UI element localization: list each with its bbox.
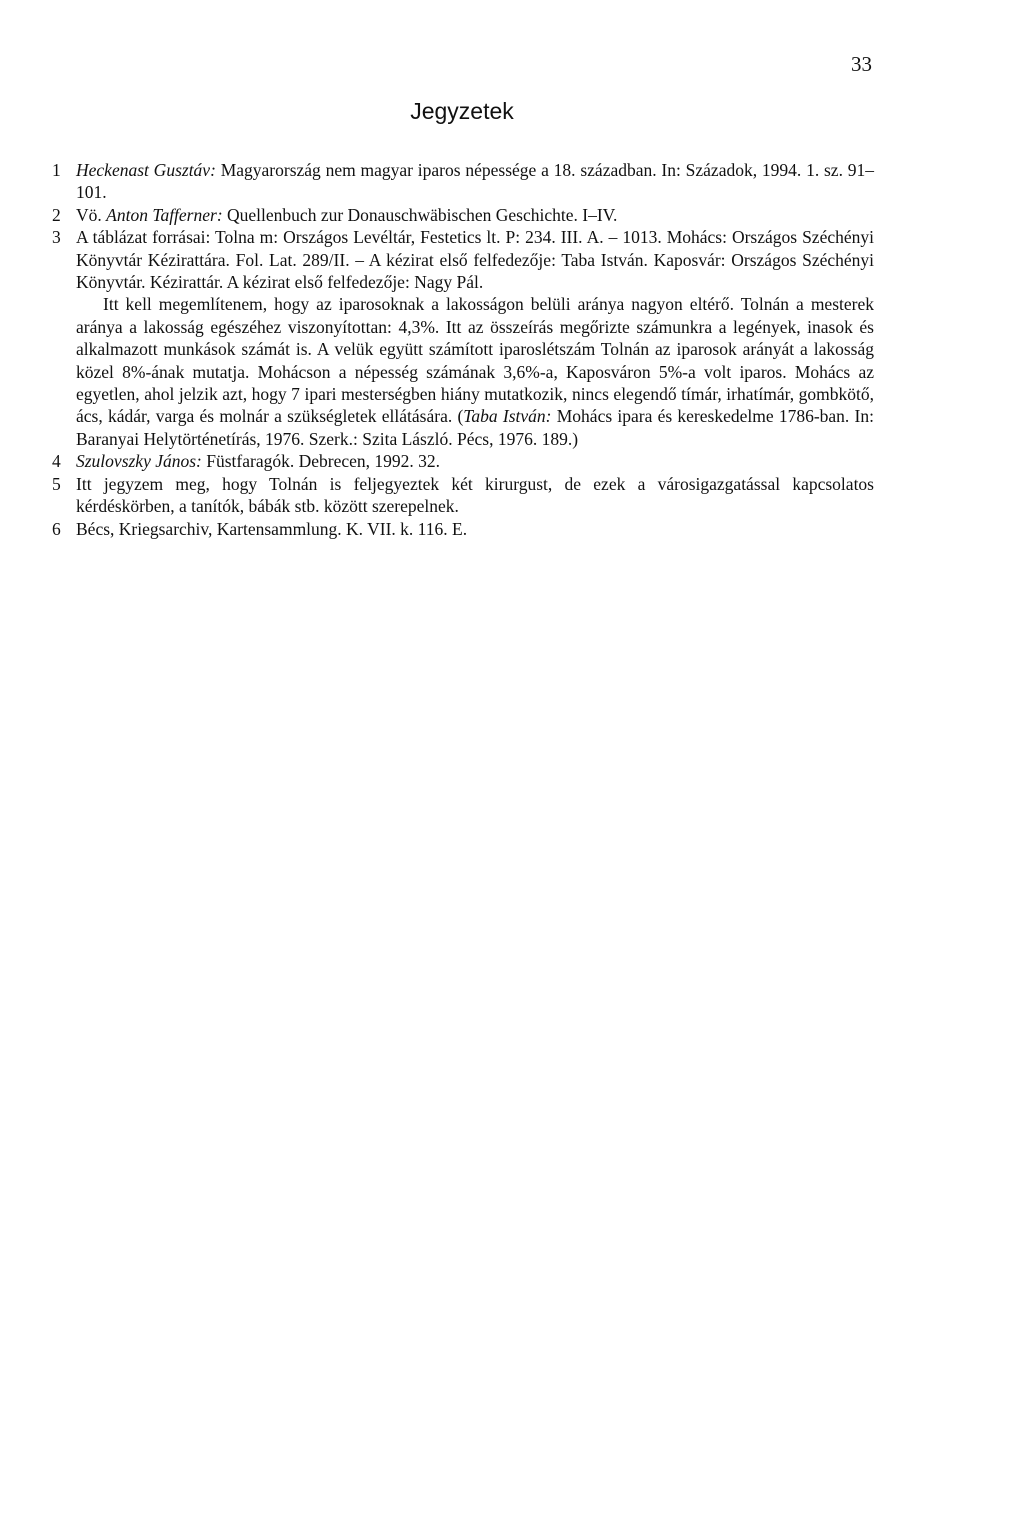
footnotes-list — [52, 159, 874, 540]
footnote-author: Heckenast Gusztáv: — [76, 160, 216, 180]
footnote-5 — [52, 473, 874, 518]
footnote-number: 6 — [52, 518, 61, 539]
footnote-number: 3 — [52, 227, 61, 248]
footnote-body — [76, 159, 874, 204]
footnote-text: Mohács ipara és kereskedelme 1786-ban. In: Baranyai Helytörténetírás, 1976. Szerk.: Szita László. Pécs, 1976. 189.) — [76, 406, 874, 449]
footnote-4 — [52, 450, 874, 472]
page-number: 33 — [851, 52, 872, 76]
footnote-body — [76, 226, 874, 450]
footnote-body — [76, 518, 874, 540]
footnote-text: Füstfaragók. Debrecen, 1992. 32. — [201, 451, 441, 472]
footnote-author: Taba István: — [463, 406, 552, 427]
footnote-number: 4 — [52, 451, 61, 472]
footnote-number: 5 — [52, 473, 61, 494]
footnote-author: Anton Tafferner: — [106, 204, 223, 225]
page-title: Jegyzetek — [410, 98, 514, 124]
footnote-paragraph: Itt kell megemlítenem, hogy az iparosoknak a lakosságon belüli aránya nagyon eltérő. Tolnán a mesterek aránya a lakosság egészéhez viszonyítottan: 4,3%. Itt az összeírás megőrizte számunkra a legények, inasok és alkalmazott munkások számát is. A velük együtt számított iparoslétszám Tolnán az iparosok arányát a lakosság közel 8%-ának mutatja. Mohácson a népesség számának 3,6%-a, Kaposváron 5%-a volt iparos. Mohács az egyetlen, ahol jelzik azt, hogy 7 ipari mesterségben hiány mutatkozik, nincs elegendő tímár, irhatímár, gombkötő, ács, kádár, varga és molnár a szükségletek ellátására. ( — [76, 294, 874, 427]
footnote-body — [76, 204, 874, 226]
footnote-text: Magyarország nem magyar iparos népessége a 18. században. In: Századok, 1994. 1. sz. 91–101. — [76, 160, 874, 203]
footnote-3 — [52, 226, 874, 450]
footnote-6 — [52, 518, 874, 540]
footnote-text: Bécs, Kriegsarchiv, Kartensammlung. K. VII. k. 116. E. — [76, 518, 468, 539]
footnote-author: Szulovszky János: — [76, 451, 202, 472]
footnote-number: 2 — [52, 204, 61, 225]
footnote-prefix: Vö. — [76, 204, 107, 225]
footnote-text: A táblázat forrásai: Tolna m: Országos Levéltár, Festetics lt. P: 234. III. A. – 1013. Mohács: Országos Széchényi Könyvtár Kézirattára. Fol. Lat. 289/II. – A kézirat első felfedezője: Taba István. Kaposvár: Országos Széchényi Könyvtár. Kézirattár. A kézirat első felfedezője: Nagy Pál. — [76, 227, 874, 293]
footnote-text: Quellenbuch zur Donauschwäbischen Geschichte. I–IV. — [222, 204, 618, 225]
footnote-body — [76, 473, 874, 518]
footnote-number: 1 — [52, 160, 61, 180]
footnote-2 — [52, 204, 874, 226]
footnote-1 — [52, 159, 874, 204]
footnote-text: Itt jegyzem meg, hogy Tolnán is feljegyeztek két kirurgust, de ezek a városigazgatással kapcsolatos kérdéskörben, a tanítók, bábák stb. között szerepelnek. — [76, 473, 874, 517]
footnote-body — [76, 450, 874, 472]
